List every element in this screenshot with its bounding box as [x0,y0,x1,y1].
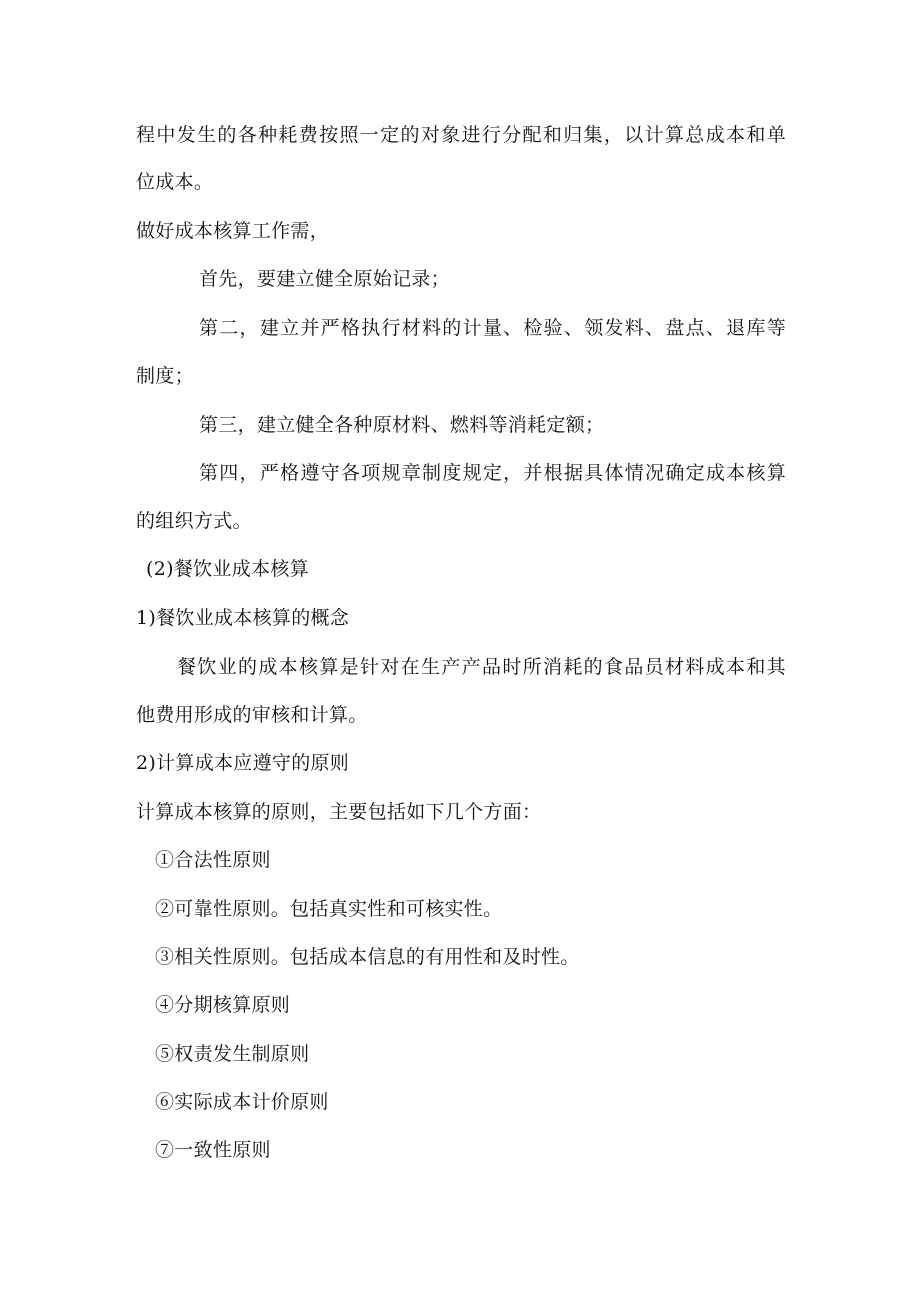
paragraph-line: 位成本。 [136,171,214,193]
list-item: 第二，建立并严格执行材料的计量、检验、领发料、盘点、退库等 [199,317,786,339]
subsection-heading: 2)计算成本应遵守的原则 [136,752,350,774]
principle-item: ②可靠性原则。包括真实性和可核实性。 [155,898,503,920]
paragraph-line: 他费用形成的审核和计算。 [136,704,368,726]
principle-item: ⑥实际成本计价原则 [155,1091,329,1113]
subsection-heading: 1)餐饮业成本核算的概念 [136,607,350,629]
principle-item: ③相关性原则。包括成本信息的有用性和及时性。 [155,946,580,968]
section-heading: (2)餐饮业成本核算 [146,558,309,580]
principle-item: ⑤权责发生制原则 [155,1043,310,1065]
paragraph-line: 程中发生的各种耗费按照一定的对象进行分配和归集，以计算总成本和单 [136,124,786,146]
list-item: 第三，建立健全各种原材料、燃料等消耗定额； [199,414,605,436]
list-item: 第四，严格遵守各项规章制度规定，并根据具体情况确定成本核算 [199,462,786,484]
principle-item: ⑦一致性原则 [155,1139,271,1161]
paragraph-line: 的组织方式。 [136,510,252,532]
paragraph-line: 计算成本核算的原则，主要包括如下几个方面： [136,801,542,823]
principle-item: ①合法性原则 [155,849,271,871]
principle-item: ④分期核算原则 [155,994,291,1016]
paragraph-line: 制度； [136,365,194,387]
list-item: 首先，要建立健全原始记录； [199,268,450,290]
paragraph-line: 餐饮业的成本核算是针对在生产产品时所消耗的食品员材料成本和其 [177,656,786,678]
paragraph-line: 做好成本核算工作需， [136,220,330,242]
